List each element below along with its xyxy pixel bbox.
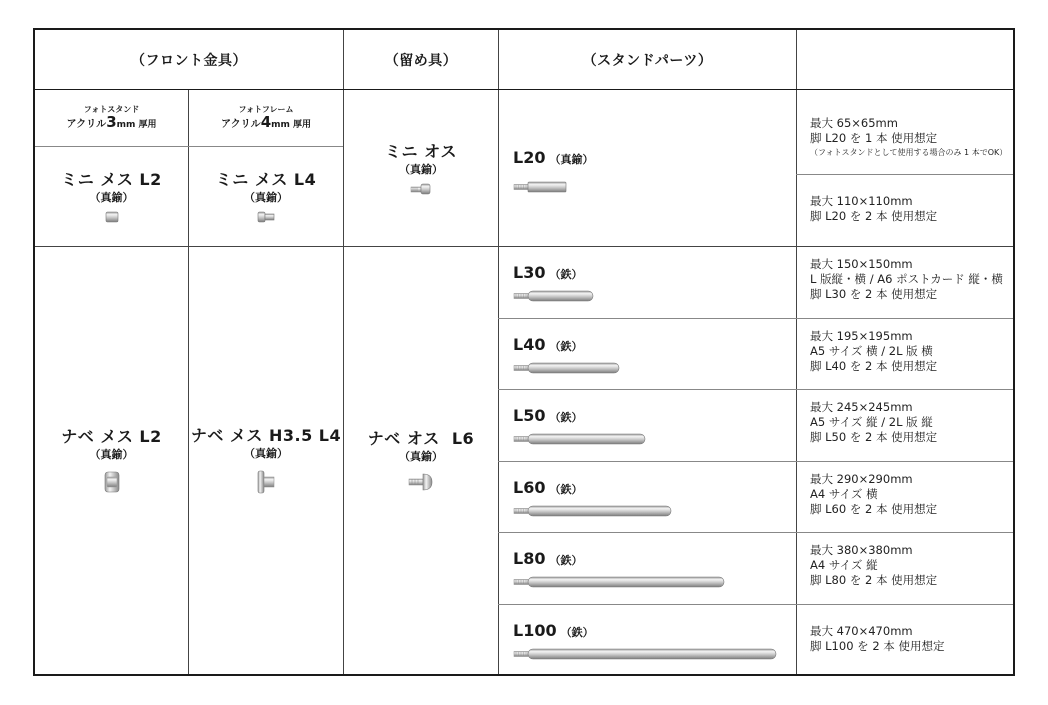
part-nabe-male-l6 [344, 247, 498, 674]
stand-length: L100 [513, 621, 557, 640]
spec-line: A5 サイズ 縦 / 2L 版 縦 [810, 415, 933, 429]
part-material: （真鍮） [399, 162, 443, 176]
stand-pin-image [513, 504, 674, 518]
stand-length: L50 [513, 406, 546, 425]
part-material: （真鍮） [244, 447, 288, 460]
part-name: ナベ メス H3.5 L4 [190, 426, 342, 445]
part-name: ナベ メス L2 [61, 427, 162, 446]
spec-line: 最大 380×380mm [810, 543, 913, 557]
spec-line: A4 サイズ 縦 [810, 558, 878, 572]
part-material: （真鍮） [89, 448, 134, 461]
stand-label [513, 148, 593, 167]
use-label: フォトフレーム [238, 105, 294, 114]
stand-material: （鉄） [549, 411, 583, 424]
stand-label [513, 335, 582, 354]
stand-length: L30 [513, 263, 546, 282]
thickness-unit: mm 厚用 [271, 120, 312, 130]
header-spec [797, 30, 1013, 89]
stand-parts-column [499, 90, 796, 674]
stand-pin-image [513, 361, 622, 375]
spec-line: A4 サイズ 横 [810, 487, 878, 501]
mini-male-image [410, 183, 432, 195]
header-fastener: （留め具） [384, 52, 458, 69]
part-nabe-female-h35-l4 [189, 247, 343, 674]
spec-l20-single [797, 90, 1013, 174]
nabe-female-h35-l4-image [256, 469, 276, 495]
spec-l100 [797, 605, 1013, 674]
stand-material: （鉄） [560, 626, 594, 639]
nabe-male-l6-image [408, 472, 434, 492]
acrylic-label: アクリル [220, 119, 261, 130]
spec-l80 [797, 533, 1013, 604]
spec-line: 脚 L50 を 2 本 使用想定 [810, 430, 938, 444]
stand-pin-image [513, 432, 648, 446]
part-name: ミニ メス L4 [215, 170, 317, 189]
stand-body [528, 363, 619, 373]
stand-label [513, 263, 582, 282]
spec-l60 [797, 462, 1013, 532]
stand-pin-image [513, 180, 569, 194]
stand-label [513, 549, 582, 568]
stand-row [499, 533, 796, 604]
stand-length: L80 [513, 549, 546, 568]
mini-female-l2-image [105, 211, 119, 223]
part-name: ナベ オス L6 [367, 429, 475, 448]
spec-line: L 版縦・横 / A6 ポストカード 縦・横 [810, 272, 1003, 286]
spec-line: 脚 L80 を 2 本 使用想定 [810, 573, 938, 587]
stand-length: L40 [513, 335, 546, 354]
stand-row [499, 462, 796, 532]
spec-line: 脚 L20 を 1 本 使用想定 [810, 131, 938, 145]
spec-l40 [797, 319, 1013, 389]
acrylic-thickness [221, 115, 311, 132]
spec-line: 脚 L40 を 2 本 使用想定 [810, 359, 938, 373]
stand-pin-image [513, 575, 727, 589]
stand-material: （鉄） [549, 554, 583, 567]
stand-pin-image [513, 289, 596, 303]
spec-line: 脚 L60 を 2 本 使用想定 [810, 502, 938, 516]
spec-line: 最大 470×470mm [810, 624, 913, 638]
spec-line: A5 サイズ 横 / 2L 版 横 [810, 344, 933, 358]
spec-line: 脚 L30 を 2 本 使用想定 [810, 287, 938, 301]
spec-line: 最大 150×150mm [810, 257, 913, 271]
part-material: （真鍮） [89, 191, 134, 204]
stand-material: （鉄） [549, 340, 583, 353]
spec-note: （フォトスタンドとして使用する場合のみ 1 本でOK） [810, 148, 1008, 157]
nabe-female-l2-image [103, 470, 121, 494]
spec-line: 脚 L100 を 2 本 使用想定 [810, 639, 945, 653]
part-material: （真鍮） [244, 191, 288, 204]
use-label: フォトスタンド [83, 105, 140, 114]
stand-label [513, 621, 594, 640]
stand-body [528, 291, 593, 301]
mini-female-l4-image [257, 211, 275, 223]
use-photo-stand [35, 90, 188, 146]
header-front-fittings: （フロント金具） [131, 52, 247, 69]
stand-label [513, 406, 582, 425]
acrylic-label: アクリル [66, 119, 107, 130]
spec-line: 最大 290×290mm [810, 472, 913, 486]
spec-line: 最大 245×245mm [810, 400, 913, 414]
stand-length: L20 [513, 148, 546, 167]
acrylic-thickness [66, 115, 156, 132]
part-mini-male [344, 90, 498, 246]
part-material: （真鍮） [399, 450, 443, 463]
stand-body [528, 577, 724, 587]
part-name: ミニ メス L2 [61, 170, 162, 189]
stand-label [513, 478, 582, 497]
spec-line: 脚 L20 を 2 本 使用想定 [810, 209, 938, 223]
spec-line: 最大 110×110mm [810, 194, 913, 208]
spec-l20-double [797, 175, 1013, 246]
thickness-unit: mm 厚用 [116, 120, 157, 130]
stand-pin-image [513, 647, 779, 661]
part-nabe-female-l2 [35, 247, 188, 674]
stand-material: （鉄） [549, 268, 583, 281]
header-stand-parts: （スタンドパーツ） [582, 52, 713, 69]
stand-row [499, 319, 796, 389]
thickness-value: 4 [260, 113, 272, 131]
stand-body [528, 506, 671, 516]
stand-material: （鉄） [549, 483, 583, 496]
part-name: ミニ オス [385, 141, 457, 161]
stand-body [528, 182, 566, 192]
stand-row [499, 605, 796, 674]
spec-l50 [797, 390, 1013, 461]
stand-body [528, 649, 776, 659]
stand-body [528, 434, 645, 444]
thickness-value: 3 [106, 113, 117, 131]
use-photo-frame [189, 90, 343, 146]
part-mini-female-l2 [35, 147, 188, 246]
stand-row [499, 247, 796, 318]
part-mini-female-l4 [189, 147, 343, 246]
stand-row [499, 90, 796, 246]
parts-table [33, 28, 1015, 676]
stand-length: L60 [513, 478, 546, 497]
spec-line: 最大 195×195mm [810, 329, 913, 343]
spec-l30 [797, 247, 1013, 318]
stand-material: （真鍮） [549, 153, 594, 166]
stand-row [499, 390, 796, 461]
spec-line: 最大 65×65mm [810, 116, 898, 130]
